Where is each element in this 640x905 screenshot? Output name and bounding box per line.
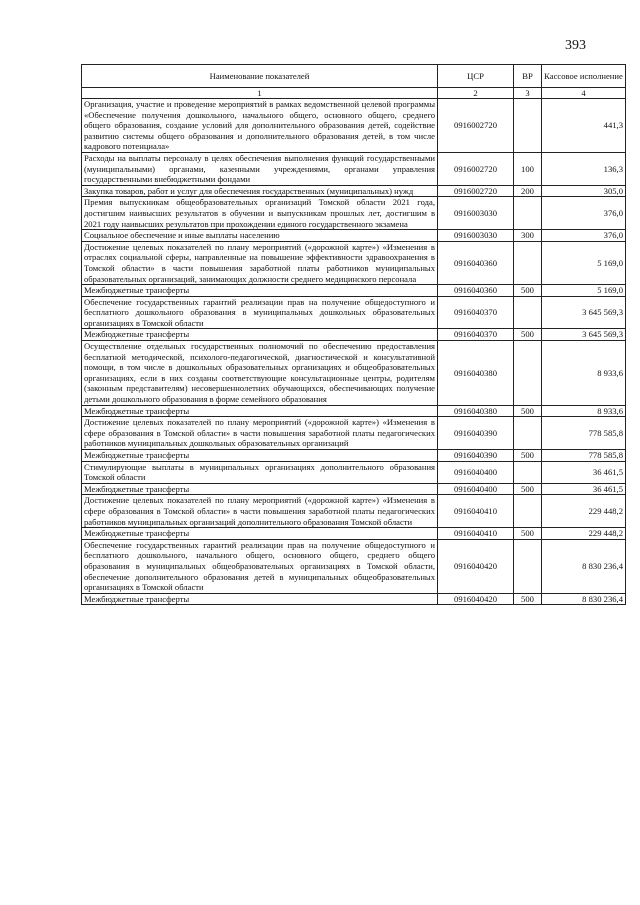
row-name-cell: Достижение целевых показателей по плану мероприятий («дорожной карте») «Изменения в сфере образования в Томской области» в части повышения заработной платы педагогических работников муниципальных организаций дополнительного образования Томской области: [82, 495, 438, 528]
row-amount-cell: 5 169,0: [542, 241, 626, 284]
row-amount-cell: 441,3: [542, 99, 626, 153]
row-vr-cell: 500: [514, 593, 542, 605]
row-amount-cell: 229 448,2: [542, 528, 626, 540]
row-amount-cell: 778 585,8: [542, 450, 626, 462]
row-csr-cell: 0916040410: [438, 528, 514, 540]
row-name-cell: Достижение целевых показателей по плану мероприятий («дорожной карте») «Изменения в сфере образования в Томской области» в части повышения заработной платы педагогических работников муниципальных дошкольных образовательных организаций: [82, 417, 438, 450]
row-amount-cell: 8 830 236,4: [542, 593, 626, 605]
row-vr-cell: 500: [514, 329, 542, 341]
row-vr-cell: 300: [514, 230, 542, 242]
row-name-cell: Межбюджетные трансферты: [82, 593, 438, 605]
row-csr-cell: 0916040390: [438, 450, 514, 462]
row-amount-cell: 8 933,6: [542, 405, 626, 417]
row-amount-cell: 136,3: [542, 152, 626, 185]
row-name-cell: Межбюджетные трансферты: [82, 528, 438, 540]
row-amount-cell: 36 461,5: [542, 461, 626, 483]
table-row: [82, 593, 626, 605]
row-amount-cell: 3 645 569,3: [542, 296, 626, 329]
row-csr-cell: 0916040380: [438, 405, 514, 417]
row-vr-cell: [514, 241, 542, 284]
table-row: [82, 241, 626, 284]
column-header-vr: ВР: [514, 65, 542, 88]
table-row: [82, 152, 626, 185]
row-amount-cell: 36 461,5: [542, 483, 626, 495]
row-amount-cell: 778 585,8: [542, 417, 626, 450]
row-csr-cell: 0916040410: [438, 495, 514, 528]
row-vr-cell: [514, 539, 542, 593]
row-name-cell: Закупка товаров, работ и услуг для обеспечения государственных (муниципальных) нужд: [82, 185, 438, 197]
table-row: [82, 185, 626, 197]
row-vr-cell: [514, 341, 542, 406]
table-body: [82, 99, 626, 605]
column-number-row: [82, 88, 626, 99]
table-row: [82, 230, 626, 242]
row-vr-cell: 500: [514, 483, 542, 495]
column-header-csr: ЦСР: [438, 65, 514, 88]
row-vr-cell: [514, 296, 542, 329]
row-name-cell: Расходы на выплаты персоналу в целях обеспечения выполнения функций государственными (муниципальными) органами, казенными учреждениями, органами управления государственными внебюджетными фондами: [82, 152, 438, 185]
table-row: [82, 539, 626, 593]
row-csr-cell: 0916040370: [438, 329, 514, 341]
row-name-cell: Обеспечение государственных гарантий реализации прав на получение общедоступного и бесплатного дошкольного, начального общего, основного общего, среднего общего образования в муниципальных общеобразовательных организациях в Томской области, обеспечение дополнительного образования детей в муниципальных общеобразовательных организациях в Томской области: [82, 539, 438, 593]
row-name-cell: Межбюджетные трансферты: [82, 405, 438, 417]
table-row: [82, 417, 626, 450]
table-row: [82, 197, 626, 230]
row-amount-cell: 229 448,2: [542, 495, 626, 528]
row-csr-cell: 0916040380: [438, 341, 514, 406]
row-csr-cell: 0916040370: [438, 296, 514, 329]
row-vr-cell: 200: [514, 185, 542, 197]
row-vr-cell: 500: [514, 528, 542, 540]
row-csr-cell: 0916040420: [438, 539, 514, 593]
column-header-name: Наименование показателей: [82, 65, 438, 88]
row-name-cell: Осуществление отдельных государственных полномочий по обеспечению предоставления бесплатной методической, психолого-педагогической, диагностической и консультативной помощи, в том числе в дошкольных образовательных организациях и общеобразовательных организациях, если в них созданы соответствующие консультационные центры, родителям (законным представителям) несовершеннолетних обучающихся, обеспечивающих получение детьми дошкольного образования в форме семейного образования: [82, 341, 438, 406]
column-number: 2: [438, 88, 514, 99]
row-vr-cell: 500: [514, 405, 542, 417]
column-number: 1: [82, 88, 438, 99]
table-row: [82, 341, 626, 406]
row-vr-cell: [514, 495, 542, 528]
row-name-cell: Межбюджетные трансферты: [82, 450, 438, 462]
table-row: [82, 296, 626, 329]
table-row: [82, 285, 626, 297]
table-row: [82, 461, 626, 483]
page-number: 393: [565, 38, 586, 53]
column-number: 3: [514, 88, 542, 99]
row-name-cell: Стимулирующие выплаты в муниципальных организациях дополнительного образования Томской области: [82, 461, 438, 483]
column-header-amount: Кассовое исполнение: [542, 65, 626, 88]
row-csr-cell: 0916040360: [438, 285, 514, 297]
row-vr-cell: [514, 417, 542, 450]
row-vr-cell: 500: [514, 450, 542, 462]
table-row: [82, 329, 626, 341]
row-name-cell: Достижение целевых показателей по плану мероприятий («дорожной карте») «Изменения в отраслях социальной сферы, направленные на повышение эффективности здравоохранения в Томской области» в части повышения заработной платы работников муниципальных образовательных организаций, занимающих должности среднего медицинского персонала: [82, 241, 438, 284]
row-csr-cell: 0916040400: [438, 461, 514, 483]
table-row: [82, 450, 626, 462]
row-vr-cell: [514, 197, 542, 230]
row-csr-cell: 0916002720: [438, 99, 514, 153]
budget-execution-table: [81, 64, 626, 605]
row-amount-cell: 376,0: [542, 230, 626, 242]
row-vr-cell: 100: [514, 152, 542, 185]
column-number: 4: [542, 88, 626, 99]
row-csr-cell: 0916040360: [438, 241, 514, 284]
row-vr-cell: [514, 99, 542, 153]
row-name-cell: Социальное обеспечение и иные выплаты населению: [82, 230, 438, 242]
row-amount-cell: 3 645 569,3: [542, 329, 626, 341]
row-amount-cell: 5 169,0: [542, 285, 626, 297]
row-amount-cell: 8 933,6: [542, 341, 626, 406]
table-row: [82, 483, 626, 495]
row-name-cell: Межбюджетные трансферты: [82, 483, 438, 495]
row-csr-cell: 0916003030: [438, 197, 514, 230]
row-name-cell: Организация, участие и проведение мероприятий в рамках ведомственной целевой программы «Обеспечение получения дошкольного, начального общего, основного общего, среднего общего образования, создание условий для дополнительного образования детей, содействие развитию системы общего образования и дополнительного образования детей, в том числе кадрового потенциала»: [82, 99, 438, 153]
row-csr-cell: 0916040400: [438, 483, 514, 495]
row-name-cell: Межбюджетные трансферты: [82, 329, 438, 341]
row-name-cell: Обеспечение государственных гарантий реализации прав на получение общедоступного и бесплатного дошкольного образования в муниципальных дошкольных образовательных организациях в Томской области: [82, 296, 438, 329]
row-amount-cell: 8 830 236,4: [542, 539, 626, 593]
row-csr-cell: 0916040390: [438, 417, 514, 450]
table-row: [82, 405, 626, 417]
row-csr-cell: 0916003030: [438, 230, 514, 242]
row-amount-cell: 376,0: [542, 197, 626, 230]
row-name-cell: Межбюджетные трансферты: [82, 285, 438, 297]
row-csr-cell: 0916002720: [438, 152, 514, 185]
row-amount-cell: 305,0: [542, 185, 626, 197]
table-header-row: [82, 65, 626, 88]
row-name-cell: Премия выпускникам общеобразовательных организаций Томской области 2021 года, достигшим наивысших результатов в обучении и выпускникам прошлых лет, достигшим в 2021 году наивысших результатов при прохождении единого государственного экзамена: [82, 197, 438, 230]
table-row: [82, 528, 626, 540]
row-csr-cell: 0916040420: [438, 593, 514, 605]
row-vr-cell: [514, 461, 542, 483]
table-row: [82, 495, 626, 528]
table-row: [82, 99, 626, 153]
row-vr-cell: 500: [514, 285, 542, 297]
row-csr-cell: 0916002720: [438, 185, 514, 197]
